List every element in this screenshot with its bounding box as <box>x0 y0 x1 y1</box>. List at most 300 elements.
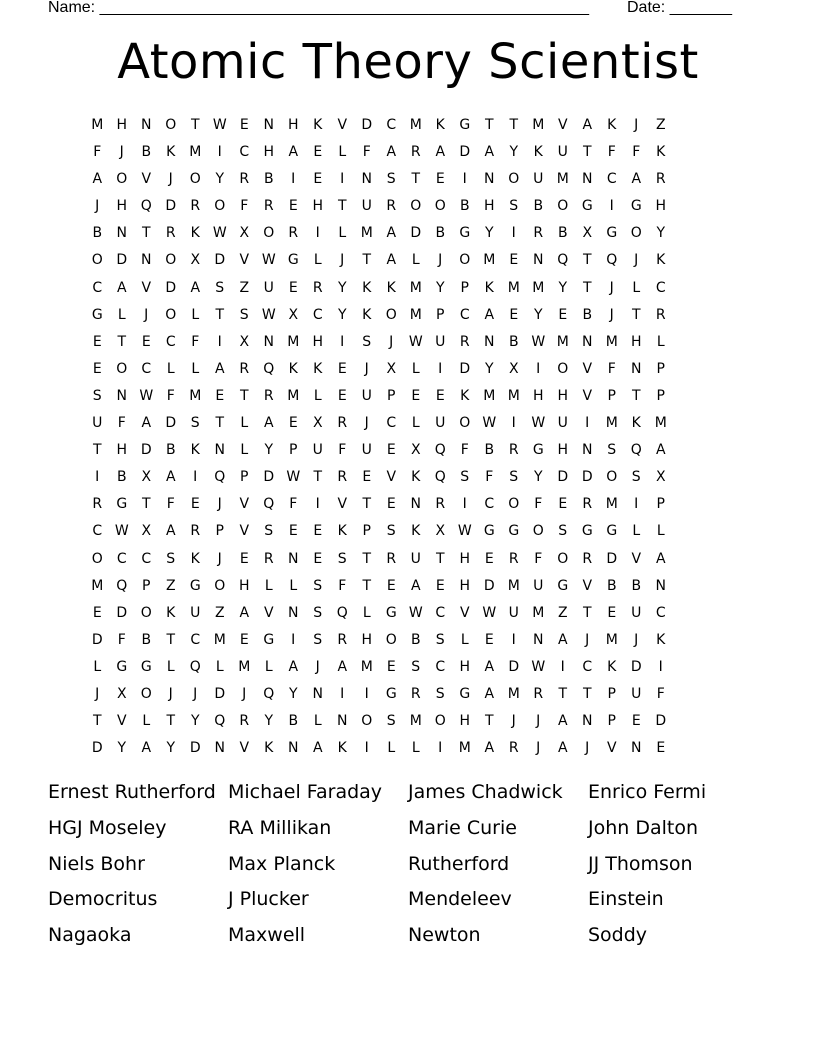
grid-letter: Q <box>116 577 128 594</box>
grid-row <box>85 574 673 601</box>
grid-letter: E <box>509 306 519 323</box>
grid-letter: A <box>484 685 495 702</box>
grid-letter: E <box>141 333 151 350</box>
grid-letter: L <box>264 658 273 675</box>
grid-letter: U <box>533 171 544 188</box>
grid-letter: O <box>557 550 569 567</box>
grid-letter: J <box>364 360 369 377</box>
grid-letter: N <box>410 496 421 513</box>
word-list <box>48 776 768 955</box>
grid-letter: A <box>141 415 152 432</box>
grid-letter: W <box>482 415 497 432</box>
grid-letter: V <box>239 523 250 540</box>
word-list-item: Soddy <box>588 924 648 947</box>
grid-letter: E <box>190 496 200 513</box>
grid-letter: D <box>165 279 177 296</box>
grid-letter: T <box>141 225 151 242</box>
grid-letter: J <box>168 171 173 188</box>
grid-letter: V <box>459 604 470 621</box>
grid-letter: K <box>190 550 200 567</box>
grid-letter: S <box>239 306 249 323</box>
word-list-item: Rutherford <box>408 852 510 875</box>
grid-letter: H <box>116 442 128 459</box>
grid-letter: H <box>557 442 569 459</box>
grid-letter: O <box>165 306 177 323</box>
grid-letter: K <box>386 279 396 296</box>
grid-letter: B <box>459 198 470 215</box>
grid-letter: U <box>361 198 372 215</box>
grid-letter: X <box>116 685 127 702</box>
grid-letter: I <box>315 225 320 242</box>
grid-letter: R <box>239 360 250 377</box>
grid-letter: F <box>607 360 616 377</box>
grid-letter: Y <box>533 469 543 486</box>
grid-letter: L <box>460 631 469 648</box>
word-list-item: J Plucker <box>228 888 309 911</box>
grid-letter: K <box>166 604 176 621</box>
grid-letter: Y <box>509 144 519 161</box>
grid-letter: L <box>338 144 347 161</box>
grid-letter: D <box>116 604 128 621</box>
grid-letter: M <box>532 279 545 296</box>
grid-letter: M <box>287 333 300 350</box>
grid-letter: M <box>360 658 373 675</box>
grid-letter: K <box>288 360 298 377</box>
grid-letter: S <box>631 469 641 486</box>
grid-letter: E <box>656 740 666 757</box>
grid-letter: A <box>239 604 250 621</box>
grid-letter: M <box>409 713 422 730</box>
grid-letter: N <box>288 740 299 757</box>
grid-letter: D <box>91 740 103 757</box>
grid-letter: B <box>410 631 421 648</box>
grid-letter: O <box>140 604 152 621</box>
grid-letter: A <box>386 225 397 242</box>
grid-letter: G <box>385 685 397 702</box>
grid-letter: R <box>508 740 519 757</box>
grid-letter: S <box>558 523 568 540</box>
grid-letter: Q <box>263 496 275 513</box>
page-title: Atomic Theory Scientist <box>117 34 699 90</box>
grid-letter: B <box>533 198 544 215</box>
grid-letter: U <box>435 415 446 432</box>
grid-letter: R <box>410 685 421 702</box>
grid-letter: M <box>483 387 496 404</box>
grid-letter: M <box>409 279 422 296</box>
grid-letter: E <box>239 550 249 567</box>
grid-letter: N <box>533 631 544 648</box>
grid-letter: G <box>459 117 471 133</box>
grid-letter: V <box>606 740 617 757</box>
grid-letter: I <box>462 171 467 188</box>
grid-letter: Y <box>656 225 666 242</box>
grid-letter: F <box>117 631 126 648</box>
grid-letter: I <box>340 333 345 350</box>
grid-letter: O <box>385 306 397 323</box>
grid-letter: C <box>239 144 250 161</box>
grid-letter: S <box>411 658 421 675</box>
grid-letter: R <box>263 198 274 215</box>
grid-letter: H <box>459 577 471 594</box>
grid-letter: W <box>531 658 546 675</box>
grid-letter: T <box>582 144 592 161</box>
word-list-item: Enrico Fermi <box>588 781 707 803</box>
grid-letter: B <box>557 225 568 242</box>
grid-letter: E <box>386 658 396 675</box>
grid-letter: D <box>630 658 642 675</box>
grid-letter: S <box>313 577 323 594</box>
grid-letter: R <box>582 496 593 513</box>
grid-letter: M <box>189 387 202 404</box>
grid-letter: O <box>214 198 226 215</box>
grid-letter: N <box>484 333 495 350</box>
grid-letter: G <box>606 523 618 540</box>
grid-letter: Q <box>630 442 642 459</box>
grid-letter: E <box>215 387 225 404</box>
grid-letter: I <box>462 496 467 513</box>
grid-letter: G <box>287 252 299 269</box>
grid-letter: E <box>239 631 249 648</box>
grid-letter: U <box>508 604 519 621</box>
grid-letter: F <box>656 685 665 702</box>
grid-letter: K <box>435 117 445 133</box>
grid-letter: A <box>655 442 666 459</box>
grid-letter: O <box>165 252 177 269</box>
grid-letter: G <box>508 523 520 540</box>
grid-letter: S <box>509 198 519 215</box>
grid-letter: M <box>409 117 422 133</box>
grid-letter: U <box>190 604 201 621</box>
grid-letter: I <box>438 360 443 377</box>
grid-row <box>85 465 673 492</box>
grid-letter: R <box>582 550 593 567</box>
grid-letter: S <box>92 387 102 404</box>
grid-letter: Y <box>166 740 176 757</box>
grid-row <box>85 357 673 384</box>
grid-letter: K <box>656 631 666 648</box>
grid-letter: M <box>654 415 667 432</box>
grid-letter: Y <box>484 225 494 242</box>
grid-letter: U <box>631 604 642 621</box>
grid-letter: R <box>190 198 201 215</box>
grid-letter: X <box>655 469 666 486</box>
grid-letter: D <box>483 577 495 594</box>
grid-letter: H <box>263 144 275 161</box>
grid-letter: R <box>386 550 397 567</box>
grid-letter: E <box>435 577 445 594</box>
grid-letter: T <box>166 631 176 648</box>
grid-letter: G <box>532 442 544 459</box>
grid-letter: C <box>312 306 323 323</box>
grid-letter: Y <box>117 740 127 757</box>
grid-letter: A <box>655 550 666 567</box>
grid-letter: E <box>558 496 568 513</box>
grid-letter: K <box>337 523 347 540</box>
grid-letter: E <box>386 496 396 513</box>
grid-letter: C <box>435 658 446 675</box>
grid-letter: Z <box>557 604 568 621</box>
grid-letter: Q <box>214 469 226 486</box>
grid-letter: C <box>435 604 446 621</box>
grid-letter: H <box>361 631 373 648</box>
grid-letter: E <box>92 360 102 377</box>
grid-letter: A <box>92 171 103 188</box>
grid-letter: I <box>217 144 222 161</box>
word-list-item: Michael Faraday <box>228 781 383 803</box>
grid-letter: O <box>189 171 201 188</box>
grid-letter: N <box>141 252 152 269</box>
grid-letter: Z <box>655 117 666 133</box>
grid-letter: V <box>141 171 152 188</box>
grid-letter: T <box>92 713 102 730</box>
word-list-item: RA Millikan <box>228 816 332 839</box>
grid-letter: H <box>459 713 471 730</box>
grid-letter: A <box>288 658 299 675</box>
grid-letter: F <box>632 144 641 161</box>
grid-row <box>85 736 673 763</box>
grid-letter: T <box>141 496 151 513</box>
grid-letter: D <box>655 713 667 730</box>
word-list-item: HGJ Moseley <box>48 816 167 839</box>
grid-letter: I <box>560 658 565 675</box>
grid-letter: J <box>585 631 590 648</box>
grid-letter: J <box>585 740 590 757</box>
grid-letter: T <box>362 550 372 567</box>
grid-letter: M <box>605 631 618 648</box>
grid-letter: V <box>263 604 274 621</box>
grid-letter: R <box>190 523 201 540</box>
grid-letter: F <box>338 577 347 594</box>
grid-letter: N <box>631 360 642 377</box>
grid-letter: S <box>509 469 519 486</box>
grid-letter: W <box>531 415 546 432</box>
word-list-item: Newton <box>408 924 481 947</box>
grid-letter: O <box>91 252 103 269</box>
grid-letter: X <box>239 333 250 350</box>
grid-letter: U <box>557 415 568 432</box>
grid-letter: M <box>287 387 300 404</box>
grid-letter: Y <box>337 279 347 296</box>
grid-letter: Y <box>190 713 200 730</box>
grid-letter: O <box>385 631 397 648</box>
grid-letter: A <box>141 740 152 757</box>
grid-letter: G <box>557 577 569 594</box>
grid-letter: O <box>508 496 520 513</box>
grid-letter: U <box>361 442 372 459</box>
grid-letter: R <box>386 198 397 215</box>
grid-letter: I <box>364 685 369 702</box>
grid-letter: Q <box>434 469 446 486</box>
grid-letter: T <box>362 252 372 269</box>
grid-letter: K <box>656 144 666 161</box>
grid-letter: O <box>557 360 569 377</box>
grid-letter: U <box>263 279 274 296</box>
grid-letter: H <box>312 198 324 215</box>
grid-letter: F <box>485 469 494 486</box>
grid-letter: N <box>214 740 225 757</box>
grid-letter: J <box>217 496 222 513</box>
grid-letter: L <box>411 740 420 757</box>
grid-letter: J <box>95 685 100 702</box>
grid-letter: Q <box>557 252 569 269</box>
grid-letter: L <box>166 658 175 675</box>
grid-letter: E <box>607 604 617 621</box>
grid-letter: R <box>337 415 348 432</box>
grid-letter: N <box>533 252 544 269</box>
header-row <box>48 0 748 21</box>
grid-letter: N <box>214 442 225 459</box>
grid-letter: D <box>189 740 201 757</box>
grid-letter: M <box>409 306 422 323</box>
grid-letter: I <box>658 658 663 675</box>
grid-letter: E <box>313 550 323 567</box>
grid-letter: K <box>264 740 274 757</box>
grid-letter: V <box>582 387 593 404</box>
grid-letter: E <box>435 387 445 404</box>
grid-letter: T <box>215 306 225 323</box>
word-search-grid <box>85 113 673 763</box>
grid-letter: M <box>458 740 471 757</box>
grid-letter: L <box>656 333 665 350</box>
grid-letter: C <box>92 523 103 540</box>
grid-letter: J <box>315 658 320 675</box>
grid-letter: D <box>410 225 422 242</box>
grid-letter: X <box>141 523 152 540</box>
grid-letter: S <box>264 523 274 540</box>
grid-row <box>85 709 673 736</box>
word-list-item: Nagaoka <box>48 924 132 947</box>
grid-letter: C <box>459 306 470 323</box>
grid-letter: N <box>141 117 152 133</box>
grid-letter: B <box>606 577 617 594</box>
grid-letter: K <box>411 469 421 486</box>
grid-letter: T <box>484 117 494 133</box>
grid-letter: Y <box>337 306 347 323</box>
grid-letter: J <box>340 252 345 269</box>
grid-letter: O <box>630 225 642 242</box>
grid-letter: T <box>215 415 225 432</box>
grid-letter: C <box>386 117 397 133</box>
grid-letter: P <box>387 387 396 404</box>
grid-letter: H <box>459 658 471 675</box>
grid-letter: I <box>217 333 222 350</box>
grid-letter: Q <box>263 685 275 702</box>
grid-letter: M <box>507 577 520 594</box>
grid-letter: S <box>215 279 225 296</box>
grid-letter: E <box>288 415 298 432</box>
grid-letter: T <box>484 713 494 730</box>
grid-letter: Y <box>264 713 274 730</box>
grid-letter: U <box>312 442 323 459</box>
grid-letter: N <box>582 333 593 350</box>
grid-letter: L <box>93 658 102 675</box>
grid-letter: M <box>91 577 104 594</box>
word-list-item: Max Planck <box>228 852 336 875</box>
grid-letter: S <box>313 604 323 621</box>
grid-letter: Y <box>484 360 494 377</box>
grid-letter: T <box>435 550 445 567</box>
grid-letter: L <box>362 604 371 621</box>
grid-letter: C <box>92 279 103 296</box>
grid-letter: F <box>166 387 175 404</box>
grid-letter: A <box>484 144 495 161</box>
grid-row <box>85 519 673 546</box>
grid-letter: E <box>558 306 568 323</box>
grid-letter: J <box>389 333 394 350</box>
grid-letter: T <box>313 469 323 486</box>
grid-letter: B <box>92 225 103 242</box>
grid-letter: S <box>435 685 445 702</box>
grid-letter: U <box>435 333 446 350</box>
grid-letter: W <box>261 252 276 269</box>
word-list-item: Marie Curie <box>408 816 517 839</box>
grid-letter: T <box>582 252 592 269</box>
grid-letter: T <box>631 387 641 404</box>
grid-letter: L <box>387 740 396 757</box>
grid-letter: L <box>632 279 641 296</box>
grid-letter: W <box>212 225 227 242</box>
grid-letter: N <box>484 171 495 188</box>
grid-letter: R <box>312 279 323 296</box>
grid-letter: J <box>634 117 639 133</box>
grid-letter: K <box>166 144 176 161</box>
grid-letter: U <box>361 387 372 404</box>
grid-letter: E <box>337 387 347 404</box>
grid-row <box>85 221 673 248</box>
grid-letter: F <box>534 496 543 513</box>
grid-letter: Z <box>214 604 225 621</box>
grid-letter: S <box>313 631 323 648</box>
grid-letter: G <box>385 604 397 621</box>
grid-letter: Y <box>558 279 568 296</box>
grid-row <box>85 330 673 357</box>
grid-letter: J <box>242 685 247 702</box>
grid-letter: U <box>557 144 568 161</box>
grid-letter: X <box>386 360 397 377</box>
grid-letter: R <box>655 306 666 323</box>
grid-letter: X <box>312 415 323 432</box>
grid-letter: R <box>533 225 544 242</box>
grid-letter: T <box>362 577 372 594</box>
grid-letter: I <box>438 740 443 757</box>
grid-letter: I <box>291 631 296 648</box>
grid-letter: H <box>483 198 495 215</box>
grid-letter: Y <box>215 171 225 188</box>
grid-letter: S <box>337 550 347 567</box>
grid-letter: C <box>582 658 593 675</box>
grid-row <box>85 682 673 709</box>
grid-letter: E <box>362 469 372 486</box>
grid-letter: T <box>582 279 592 296</box>
word-list-item: John Dalton <box>588 816 699 839</box>
grid-letter: V <box>557 117 568 133</box>
grid-letter: P <box>240 469 249 486</box>
grid-letter: C <box>484 496 495 513</box>
grid-letter: M <box>556 171 569 188</box>
grid-letter: R <box>263 387 274 404</box>
grid-letter: A <box>557 631 568 648</box>
grid-letter: T <box>92 442 102 459</box>
grid-letter: M <box>507 387 520 404</box>
grid-letter: T <box>582 685 592 702</box>
grid-letter: M <box>238 658 251 675</box>
grid-letter: O <box>116 171 128 188</box>
grid-letter: E <box>484 631 494 648</box>
grid-letter: S <box>435 631 445 648</box>
grid-letter: M <box>91 117 104 133</box>
grid-letter: A <box>631 171 642 188</box>
grid-letter: I <box>536 360 541 377</box>
